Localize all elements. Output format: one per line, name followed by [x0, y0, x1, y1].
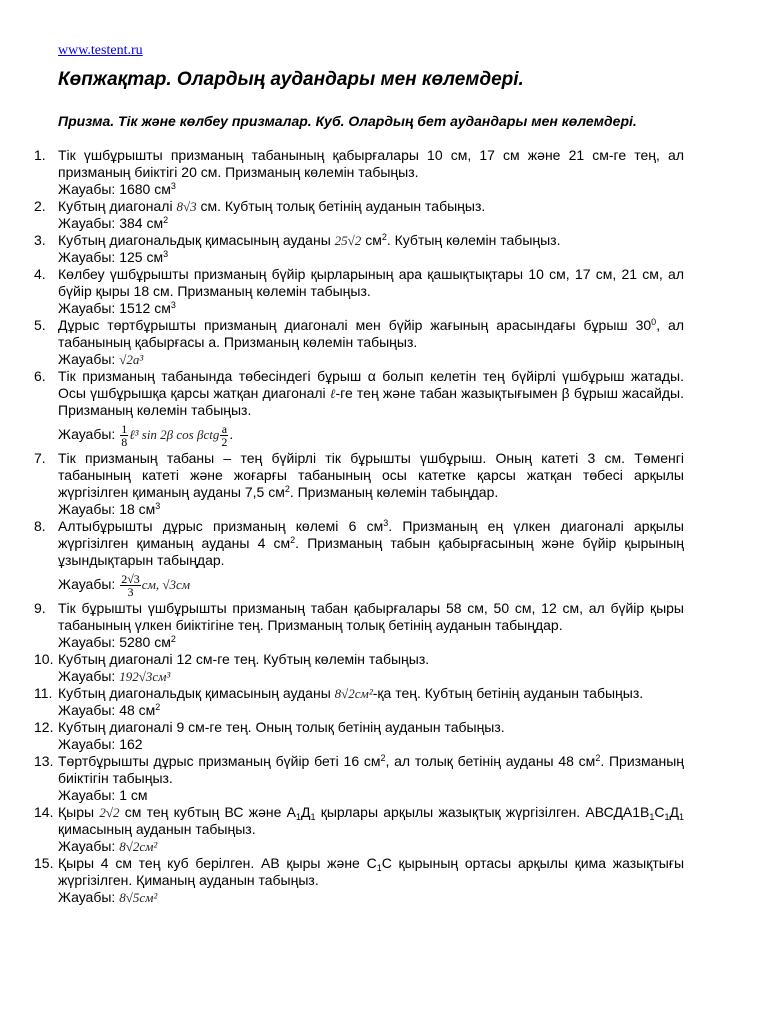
text-part: см — [365, 232, 382, 248]
text-part: Кубтың диагональдық қимасының ауданы — [58, 232, 331, 248]
exponent: 2 — [290, 535, 296, 545]
answer-value: 5280 см — [119, 634, 171, 650]
answer-label: Жауабы: — [58, 634, 116, 650]
answer-label: Жауабы: — [58, 426, 116, 442]
text-part: Алтыбұрышты дұрыс призманың көлемі 6 см — [58, 518, 384, 534]
answer-value: 1680 см — [119, 181, 171, 197]
problem-number: 15. — [34, 855, 54, 871]
text-part: С — [654, 804, 665, 820]
problem-item — [0, 685, 684, 719]
problem-number: 9. — [34, 600, 46, 616]
site-link[interactable]: www.testent.ru — [58, 43, 143, 58]
answer-label: Жауабы: — [58, 501, 116, 517]
problem-text — [58, 198, 684, 215]
answer-exponent: 2 — [170, 634, 176, 644]
problem-item — [0, 855, 684, 906]
problem-number: 10. — [34, 651, 54, 667]
fraction-denominator: 8 — [121, 434, 128, 449]
problem-item — [0, 804, 684, 855]
fraction-denominator: 2 — [221, 434, 228, 449]
formula: 8√3 — [176, 199, 197, 214]
text-part: , ал табанының қабырғасы а. Призманың көлемін табыңыз. — [58, 317, 685, 350]
answer-line — [58, 838, 684, 855]
problem-text — [58, 753, 684, 787]
fraction — [120, 423, 128, 448]
problem-text — [58, 804, 684, 838]
answer-line — [58, 702, 684, 719]
answer-label: Жауабы: — [58, 215, 116, 231]
problem-text — [58, 855, 684, 889]
answer-exponent: 2 — [163, 215, 169, 225]
text-part: Қыры — [58, 804, 95, 820]
problem-item — [0, 368, 684, 450]
problem-text — [58, 685, 684, 702]
problem-item — [0, 651, 684, 685]
answer-exponent: 2 — [155, 702, 161, 712]
text-part: . Призманың табын қабырғасының және бүйір қырының ұзындықтарын табыңдар. — [58, 535, 684, 568]
problem-text — [58, 368, 684, 419]
text-part: қимасының ауданын табыңыз. — [58, 821, 256, 837]
subscript: 1 — [679, 812, 685, 822]
answer-label: Жауабы: — [58, 838, 116, 854]
subscript: 1 — [376, 863, 382, 873]
formula: 8√2см² — [334, 686, 373, 701]
answer-line: Жауабы: $\frac{1}{8}$ ℓ³ sin 2β cos βctg $\frac{a}{2}$ . — [58, 421, 234, 449]
exponent: 2 — [284, 484, 290, 494]
answer-line — [58, 501, 684, 518]
text-part: . Призманың биіктігін табыңыз. — [58, 753, 684, 786]
formula: 25√2 — [334, 233, 362, 248]
problem-text: Кубтың диагоналі 12 см-ге тең. Кубтың көлемін табыңыз. — [58, 651, 430, 667]
fraction-numerator: 1 — [121, 421, 128, 436]
text-part: қырлары арқылы жазықтық жүргізілген. АВСДА1В — [320, 804, 650, 820]
problem-number: 11. — [34, 685, 53, 701]
fraction-denominator: 3 — [127, 584, 134, 599]
problem-number: 2. — [34, 198, 46, 214]
exponent: 0 — [651, 317, 657, 327]
answer-line — [58, 249, 684, 266]
answer-formula: ℓ³ sin 2β cos βctg — [129, 427, 220, 442]
subscript: 1 — [295, 812, 301, 822]
answer-value: 48 см — [119, 702, 156, 718]
answer-label: Жауабы: — [58, 889, 116, 905]
exponent: 2 — [595, 753, 601, 763]
text-part: Тік призманың табаны – тең бүйірлі тік бұрышты үшбұрыш. Оның катеті 3 см. Төменгі табанының катеті және жоғарғы табанының осы катетке қарсы жатқан төбесі арқылы жүргізілген қиманың ауданы 7,5 см — [58, 450, 684, 500]
section-subtitle: Призма. Тік және көлбеу призмалар. Куб. Олардың бет аудандары мен көлемдері. — [58, 113, 637, 129]
problem-list — [0, 147, 768, 906]
answer-formula: 192√3см³ — [119, 669, 171, 684]
problem-number: 6. — [34, 368, 46, 384]
problem-number: 12. — [34, 719, 54, 735]
answer-label: Жауабы: — [58, 668, 116, 684]
fraction-numerator: a — [221, 421, 228, 436]
problem-item — [0, 518, 684, 600]
answer-line — [58, 668, 684, 685]
text-part: -ге тең және табан жазықтығымен β бұрыш жасайды. Призманың көлемін табыңыз. — [58, 385, 684, 418]
text-part: Қыры 4 см тең куб берілген. АВ қыры және С — [58, 855, 377, 871]
problem-number: 13. — [34, 753, 54, 769]
text-part: Төртбұрышты дұрыс призманың бүйір беті 16 см — [58, 753, 381, 769]
text-part: см тең кубтың ВС және А — [124, 804, 296, 820]
fraction — [120, 573, 141, 598]
text-part: Кубтың диагоналі — [58, 198, 173, 214]
answer-exponent: 3 — [155, 501, 161, 511]
problem-number: 3. — [34, 232, 46, 248]
document-title: Көпжақтар. Олардың аудандары мен көлемдері. — [58, 69, 524, 90]
problem-item — [0, 266, 684, 317]
problem-number: 1. — [34, 147, 46, 163]
problem-item — [0, 232, 684, 266]
answer-line — [58, 215, 684, 232]
answer-label: Жауабы: — [58, 736, 116, 752]
answer-formula: 8√5см² — [119, 890, 158, 905]
text-part: . Призманың көлемін табыңдар. — [289, 484, 499, 500]
problem-text: Кубтың диагоналі 9 см-ге тең. Оның толық бетінің ауданын табыңыз. — [58, 719, 505, 735]
problem-number: 4. — [34, 266, 46, 282]
subscript: 1 — [649, 812, 655, 822]
answer-line — [58, 889, 684, 906]
answer-value: 1512 см — [119, 300, 171, 316]
text-part: Д — [300, 804, 311, 820]
problem-text — [58, 450, 684, 501]
exponent: 2 — [380, 753, 386, 763]
problem-item — [0, 147, 684, 198]
answer-label: Жауабы: — [58, 249, 116, 265]
problem-number: 7. — [34, 450, 46, 466]
answer-line — [58, 736, 684, 753]
problem-text — [58, 232, 684, 249]
answer-value: 162 — [119, 736, 143, 752]
problem-item — [0, 719, 684, 753]
answer-label: Жауабы: — [58, 351, 116, 367]
answer-line — [58, 351, 684, 368]
answer-label: Жауабы: — [58, 576, 116, 592]
fraction — [220, 423, 228, 448]
answer-line — [58, 569, 684, 600]
problem-item — [0, 317, 684, 368]
answer-value: 18 см — [119, 501, 156, 517]
text-part: С қырының ортасы арқылы қима жазықтығы жүргізілген. Қиманың ауданын табыңыз. — [58, 855, 685, 888]
problem-text: Көлбеу үшбұрышты призманың бүйір қырларының ара қашықтықтары 10 см, 17 см, 21 см, ал бүйір қыры 18 см. Призманың көлемін табыңыз. — [58, 266, 684, 299]
problem-number: 8. — [34, 518, 46, 534]
answer-line — [58, 300, 684, 317]
problem-text: Тік үшбұрышты призманың табанының қабырғалары 10 см, 17 см және 21 см-ге тең, ал призманың биіктігі 20 см. Призманың көлемін табыңыз. — [58, 147, 684, 180]
problem-number: 5. — [34, 317, 46, 333]
text-part: . Призманың ең үлкен диагоналі арқылы жүргізілген қиманың ауданы 4 см — [58, 518, 684, 551]
text-part: Д — [669, 804, 680, 820]
answer-value: 384 см — [119, 215, 164, 231]
subscript: 1 — [310, 812, 316, 822]
exponent: 3 — [383, 518, 389, 528]
text-part: -қа тең. Кубтың бетінің ауданын табыңыз. — [372, 685, 644, 701]
answer-formula: см, √3см — [141, 577, 191, 592]
text-part: . Кубтың көлемін табыңыз. — [386, 232, 561, 248]
text-part: Дұрыс төртбұрышты призманың диагоналі мен бүйір жағының арасындағы бұрыш 30 — [58, 317, 652, 333]
formula: 2√2 — [99, 805, 120, 820]
answer-formula: 8√2см² — [119, 839, 158, 854]
answer-label: Жауабы: — [58, 702, 116, 718]
problem-item — [0, 450, 684, 518]
answer-line — [58, 181, 684, 198]
problem-item — [0, 198, 684, 232]
problem-text — [58, 518, 684, 569]
exponent: 2 — [381, 232, 387, 242]
answer-line — [58, 634, 684, 651]
answer-value: 125 см — [119, 249, 164, 265]
answer-label: Жауабы: — [58, 181, 116, 197]
answer-exponent: 3 — [163, 249, 169, 259]
answer-line — [58, 787, 684, 804]
answer-label: Жауабы: — [58, 300, 116, 316]
problem-number: 14. — [34, 804, 54, 820]
problem-item — [0, 600, 684, 651]
subscript: 1 — [664, 812, 670, 822]
text-part: Кубтың диагональдық қимасының ауданы — [58, 685, 331, 701]
problem-text: Тік бұрышты үшбұрышты призманың табан қабырғалары 58 см, 50 см, 12 см, ал бүйір қыры табанының үлкен биіктігіне тең. Призманың толық бетінің ауданын табыңдар. — [58, 600, 684, 633]
answer-label: Жауабы: — [58, 787, 116, 803]
fraction-numerator: 2√3 — [121, 571, 140, 586]
text-part: см. Кубтың толық бетінің ауданын табыңыз. — [200, 198, 486, 214]
answer-formula: √2a³ — [119, 352, 144, 367]
answer-exponent: 3 — [170, 300, 176, 310]
answer-value: 1 см — [119, 787, 148, 803]
problem-text — [58, 317, 684, 351]
formula: ℓ — [329, 386, 336, 401]
problem-item — [0, 753, 684, 804]
text-part: Тік призманың табанында төбесіндегі бұрыш α болып келетін тең бүйірлі үшбұрыш жатады. Осы үшбұрышқа қарсы жатқан диагоналі — [58, 368, 684, 401]
answer-exponent: 3 — [170, 181, 176, 191]
text-part: , ал толық бетінің ауданы 48 см — [385, 753, 596, 769]
